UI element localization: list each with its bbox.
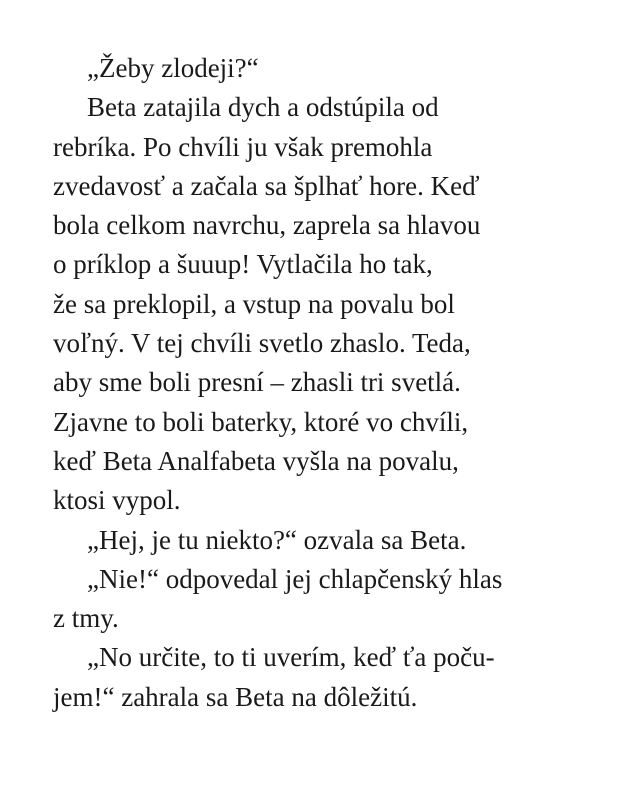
- text-line-14: „Nie!“ odpovedal jej chlapčenský hlas: [87, 563, 503, 594]
- text-line-15: z tmy.: [53, 603, 119, 634]
- text-line-4: zvedavosť a začala sa šplhať hore. Keď: [53, 170, 480, 201]
- text-line-8: voľný. V tej chvíli svetlo zhaslo. Teda,: [53, 328, 471, 359]
- text-line-16: „No určite, to ti uverím, keď ťa poču-: [87, 642, 495, 673]
- text-line-11: keď Beta Analfabeta vyšla na povalu,: [53, 445, 459, 476]
- text-line-7: že sa preklopil, a vstup na povalu bol: [53, 288, 455, 319]
- text-line-17: jem!“ zahrala sa Beta na dôležitú.: [53, 681, 418, 712]
- text-line-9: aby sme boli presní – zhasli tri svetlá.: [53, 367, 461, 398]
- text-line-5: bola celkom navrchu, zaprela sa hlavou: [53, 210, 481, 241]
- text-line-12: ktosi vypol.: [53, 485, 181, 516]
- text-line-3: rebríka. Po chvíli ju však premohla: [53, 131, 433, 162]
- text-line-2: Beta zatajila dych a odstúpila od: [87, 92, 439, 123]
- text-line-10: Zjavne to boli baterky, ktoré vo chvíli,: [53, 406, 469, 437]
- text-line-6: o príklop a šuuup! Vytlačila ho tak,: [53, 249, 433, 280]
- text-line-1: „Žeby zlodeji?“: [87, 53, 259, 83]
- text-line-13: „Hej, je tu niekto?“ ozvala sa Beta.: [87, 524, 467, 555]
